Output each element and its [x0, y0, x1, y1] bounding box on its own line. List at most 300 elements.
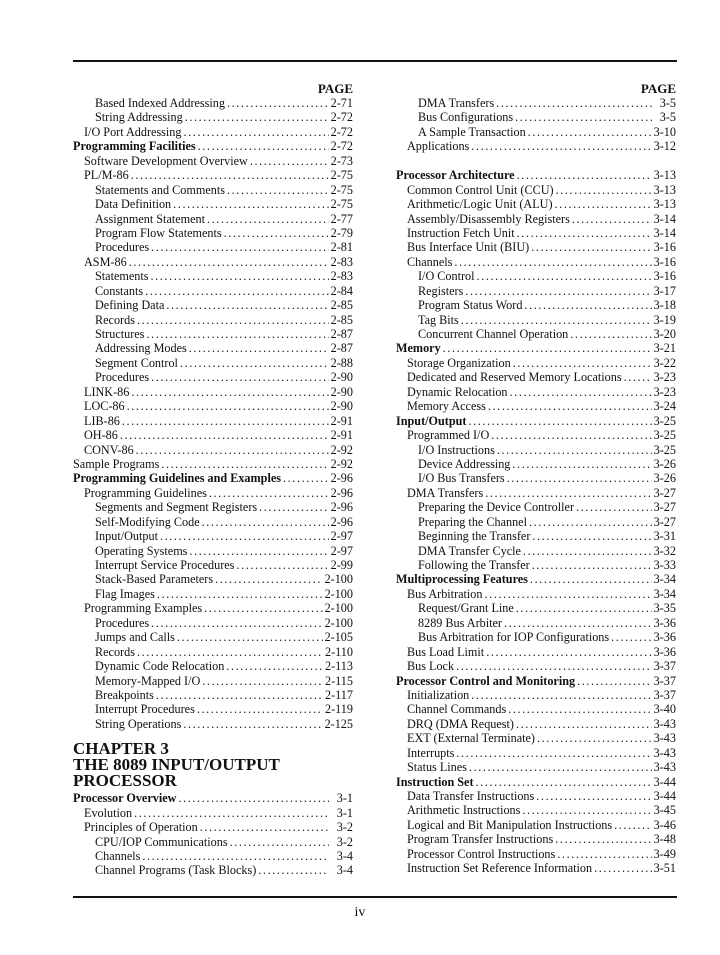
dot-leader	[522, 803, 651, 817]
toc-entry-title: Structures	[95, 327, 145, 341]
toc-entry-page: 3-18	[653, 298, 676, 313]
toc-entry-page: 3-25	[653, 428, 676, 443]
toc-entry-page: 3-13	[653, 168, 676, 183]
toc-entry[interactable]	[73, 370, 353, 384]
toc-entry[interactable]	[396, 674, 676, 688]
toc-entry-title: Records	[95, 644, 135, 659]
dot-leader	[157, 587, 323, 601]
toc-entry[interactable]	[73, 863, 353, 877]
toc-right-column	[396, 82, 676, 876]
toc-entry[interactable]	[396, 789, 676, 803]
toc-entry-title: Beginning the Transfer	[418, 529, 531, 544]
toc-entry-page: 3-14	[653, 211, 676, 226]
toc-entry-page: 3-16	[653, 269, 676, 284]
page-column-header-left: PAGE	[317, 81, 353, 96]
toc-entry[interactable]	[396, 457, 676, 471]
toc-entry[interactable]	[396, 197, 676, 211]
toc-entry-page: 3-32	[653, 543, 676, 558]
toc-entry-title: Request/Grant Line	[418, 601, 514, 616]
toc-entry[interactable]	[396, 515, 676, 529]
dot-leader	[570, 327, 651, 341]
toc-entry-title: Records	[95, 312, 135, 327]
toc-entry[interactable]	[73, 486, 353, 500]
toc-entry-page: 3-24	[653, 399, 676, 414]
toc-entry-title: DMA Transfers	[407, 485, 484, 500]
toc-entry[interactable]	[396, 414, 676, 428]
toc-entry-title: Device Addressing	[418, 456, 511, 471]
toc-entry-page: 2-105	[324, 630, 353, 645]
toc-entry[interactable]	[73, 558, 353, 572]
toc-entry-page: 3-5	[659, 96, 676, 110]
toc-entry-page: 2-113	[325, 659, 353, 674]
toc-entry-title: PL/M-86	[84, 168, 129, 183]
dot-leader	[207, 212, 329, 226]
toc-chapter3-list	[73, 791, 353, 878]
toc-entry-title: Principles of Operation	[84, 820, 198, 835]
toc-entry[interactable]	[73, 240, 353, 254]
toc-entry-title: Assignment Statement	[95, 211, 206, 226]
dot-leader	[129, 255, 329, 269]
toc-entry[interactable]	[73, 428, 353, 442]
toc-entry[interactable]	[73, 327, 353, 341]
toc-entry[interactable]	[396, 818, 676, 832]
toc-entry[interactable]	[73, 820, 353, 834]
toc-entry-title: Sample Programs	[73, 456, 160, 471]
toc-entry[interactable]	[396, 298, 676, 312]
toc-entry[interactable]	[396, 168, 676, 182]
toc-entry[interactable]	[396, 601, 676, 615]
toc-entry[interactable]	[396, 500, 676, 514]
toc-entry-page: 3-14	[653, 225, 676, 240]
dot-leader	[529, 515, 652, 529]
toc-left-list	[73, 96, 353, 731]
toc-right-list	[396, 96, 676, 876]
toc-entry[interactable]	[73, 269, 353, 283]
toc-entry[interactable]	[396, 645, 676, 659]
toc-entry[interactable]	[73, 717, 353, 731]
dot-leader	[486, 645, 651, 659]
toc-entry-page: 2-72	[330, 124, 353, 139]
toc-entry[interactable]	[396, 385, 676, 399]
toc-entry[interactable]	[396, 183, 676, 197]
toc-entry-page: 3-23	[653, 384, 676, 399]
toc-entry[interactable]	[396, 356, 676, 370]
toc-entry[interactable]	[73, 688, 353, 702]
dot-leader	[189, 341, 329, 355]
toc-entry[interactable]	[396, 125, 676, 139]
toc-entry-title: Stack-Based Parameters	[95, 572, 214, 587]
toc-entry[interactable]	[73, 457, 353, 471]
toc-entry-page: 2-96	[330, 485, 353, 500]
toc-entry[interactable]	[396, 269, 676, 283]
toc-entry-page: 3-21	[653, 341, 676, 356]
toc-entry[interactable]	[73, 313, 353, 327]
toc-entry-title: Evolution	[84, 805, 133, 820]
toc-entry-title: Processor Architecture	[396, 168, 515, 183]
toc-entry-page: 3-46	[653, 817, 676, 832]
toc-entry-page: 2-85	[330, 298, 353, 313]
dot-leader	[227, 183, 329, 197]
toc-entry-title: Statements and Comments	[95, 182, 225, 197]
toc-entry-page: 2-97	[330, 529, 353, 544]
toc-entry-title: Bus Configurations	[418, 110, 514, 125]
toc-entry[interactable]	[73, 356, 353, 370]
toc-entry-title: Program Transfer Instructions	[407, 832, 554, 847]
toc-entry-title: DMA Transfers	[418, 96, 495, 110]
toc-entry-page: 3-34	[653, 572, 676, 587]
toc-entry-page: 3-45	[653, 803, 676, 818]
toc-entry[interactable]	[73, 659, 353, 673]
toc-entry[interactable]	[73, 630, 353, 644]
toc-entry[interactable]	[73, 791, 353, 805]
dot-leader	[577, 674, 652, 688]
toc-entry-page: 3-23	[653, 370, 676, 385]
toc-entry-title: Processor Control Instructions	[407, 846, 556, 861]
dot-leader	[185, 110, 329, 124]
dot-leader	[485, 587, 652, 601]
bottom-rule	[73, 896, 677, 898]
toc-entry[interactable]	[73, 544, 353, 558]
toc-entry-title: Programmed I/O	[407, 428, 490, 443]
toc-entry[interactable]	[73, 835, 353, 849]
toc-entry[interactable]	[396, 572, 676, 586]
dot-leader	[198, 139, 329, 153]
toc-entry[interactable]	[73, 341, 353, 355]
toc-entry-page: 2-81	[330, 240, 353, 255]
toc-entry[interactable]	[396, 255, 676, 269]
toc-entry[interactable]	[396, 110, 676, 124]
toc-entry-title: CPU/IOP Communications	[95, 834, 228, 849]
dot-leader	[524, 298, 651, 312]
toc-entry[interactable]	[396, 226, 676, 240]
dot-leader	[209, 486, 329, 500]
dot-leader	[515, 110, 652, 124]
dot-leader	[532, 529, 651, 543]
dot-leader	[517, 226, 652, 240]
toc-entry-page: 2-99	[330, 558, 353, 572]
toc-entry[interactable]	[396, 558, 676, 572]
toc-entry[interactable]	[396, 529, 676, 543]
dot-leader	[469, 760, 652, 774]
toc-entry-page: 3-26	[653, 456, 676, 471]
toc-entry-page: 3-1	[336, 805, 353, 820]
toc-entry-title: Memory-Mapped I/O	[95, 673, 201, 688]
toc-entry-page: 2-71	[330, 96, 353, 110]
toc-entry-title: Processor Overview	[73, 791, 177, 806]
toc-entry[interactable]	[396, 775, 676, 789]
dot-leader	[258, 863, 329, 877]
toc-entry[interactable]	[73, 515, 353, 529]
dot-leader	[496, 96, 652, 110]
toc-entry[interactable]	[73, 125, 353, 139]
toc-entry-title: Program Status Word	[418, 298, 523, 313]
dot-leader	[531, 240, 651, 254]
toc-entry[interactable]	[73, 500, 353, 514]
toc-entry[interactable]	[73, 212, 353, 226]
toc-entry[interactable]	[396, 284, 676, 298]
dot-leader	[555, 832, 651, 846]
dot-leader	[131, 168, 329, 182]
toc-entry[interactable]	[396, 616, 676, 630]
toc-entry[interactable]	[396, 760, 676, 774]
toc-entry[interactable]	[73, 414, 353, 428]
toc-entry[interactable]	[396, 731, 676, 745]
toc-entry[interactable]	[396, 313, 676, 327]
toc-entry-title: CONV-86	[84, 442, 134, 457]
toc-entry-title: Applications	[407, 139, 470, 154]
toc-entry-page: 2-97	[330, 543, 353, 558]
toc-entry[interactable]	[396, 471, 676, 485]
toc-spacer	[396, 154, 676, 168]
toc-entry-title: EXT (External Terminate)	[407, 731, 535, 746]
toc-entry-page: 2-85	[330, 312, 353, 327]
dot-leader	[528, 125, 652, 139]
toc-entry[interactable]	[73, 226, 353, 240]
toc-entry-title: Following the Transfer	[418, 558, 530, 572]
toc-entry-page: 2-90	[330, 384, 353, 399]
toc-entry-page: 3-43	[653, 731, 676, 746]
toc-entry[interactable]	[396, 341, 676, 355]
toc-entry[interactable]	[396, 659, 676, 673]
toc-entry-title: Breakpoints	[95, 687, 154, 702]
toc-entry[interactable]	[396, 746, 676, 760]
toc-entry[interactable]	[396, 212, 676, 226]
toc-entry-title: Processor Control and Monitoring	[396, 673, 576, 688]
toc-entry[interactable]	[396, 630, 676, 644]
toc-entry[interactable]	[73, 471, 353, 485]
toc-entry[interactable]	[73, 529, 353, 543]
toc-entry-page: 2-87	[330, 341, 353, 356]
toc-entry-title: Channels	[95, 849, 141, 863]
toc-entry-title: Software Development Overview	[84, 153, 248, 168]
dot-leader	[517, 168, 652, 182]
toc-entry-title: LINK-86	[84, 384, 130, 399]
toc-entry-page: 3-44	[653, 774, 676, 789]
toc-entry[interactable]	[396, 717, 676, 731]
toc-entry[interactable]	[73, 183, 353, 197]
dot-leader	[134, 806, 329, 820]
toc-entry-title: Procedures	[95, 615, 150, 630]
toc-entry-page: 2-88	[330, 355, 353, 370]
toc-entry[interactable]	[73, 702, 353, 716]
toc-entry[interactable]	[73, 255, 353, 269]
dot-leader	[465, 284, 651, 298]
toc-entry[interactable]	[73, 806, 353, 820]
toc-entry[interactable]	[396, 688, 676, 702]
dot-leader	[516, 601, 652, 615]
dot-leader	[259, 500, 329, 514]
toc-entry[interactable]	[73, 849, 353, 863]
toc-entry-page: 2-125	[324, 716, 353, 731]
dot-leader	[508, 702, 651, 716]
toc-entry-page: 3-27	[653, 500, 676, 515]
toc-entry[interactable]	[73, 645, 353, 659]
toc-entry-title: Multiprocessing Features	[396, 572, 528, 587]
toc-entry-title: Status Lines	[407, 760, 467, 775]
page-column-header-right: PAGE	[640, 81, 676, 96]
toc-entry-page: 3-16	[653, 254, 676, 269]
toc-entry-page: 3-4	[336, 863, 353, 878]
toc-entry-page: 2-117	[325, 687, 353, 702]
toc-entry-title: Assembly/Disassembly Registers	[407, 211, 570, 226]
toc-entry-page: 3-43	[653, 745, 676, 760]
toc-entry-page: 3-19	[653, 312, 676, 327]
dot-leader	[120, 428, 329, 442]
toc-entry-page: 3-36	[653, 615, 676, 630]
dot-leader	[516, 717, 652, 731]
toc-entry[interactable]	[396, 443, 676, 457]
toc-entry-title: Dynamic Relocation	[407, 384, 508, 399]
dot-leader	[611, 630, 652, 644]
toc-entry-title: Self-Modifying Code	[95, 514, 200, 529]
toc-entry[interactable]	[396, 399, 676, 413]
toc-entry[interactable]	[396, 370, 676, 384]
toc-entry-page: 3-34	[653, 586, 676, 601]
toc-entry-title: Initialization	[407, 687, 470, 702]
dot-leader	[146, 327, 328, 341]
toc-entry[interactable]	[73, 298, 353, 312]
toc-entry-page: 3-40	[653, 702, 676, 717]
toc-entry[interactable]	[396, 544, 676, 558]
toc-entry-page: 3-37	[653, 659, 676, 674]
toc-entry-title: Flag Images	[95, 586, 155, 601]
toc-entry-page: 2-92	[330, 456, 353, 471]
toc-entry[interactable]	[396, 803, 676, 817]
toc-entry-title: Data Definition	[95, 197, 172, 212]
toc-entry-page: 3-20	[653, 327, 676, 341]
toc-entry-title: Bus Lock	[407, 659, 455, 674]
toc-entry-page: 3-27	[653, 514, 676, 529]
dot-leader	[137, 313, 329, 327]
dot-leader	[454, 255, 651, 269]
chapter-number: CHAPTER 3	[73, 739, 169, 759]
toc-entry[interactable]	[396, 702, 676, 716]
dot-leader	[189, 544, 328, 558]
toc-entry-page: 3-12	[653, 139, 676, 154]
toc-entry-title: LOC-86	[84, 399, 125, 414]
toc-entry-title: Arithmetic Instructions	[407, 803, 521, 818]
toc-entry-title: Tag Bits	[418, 312, 459, 327]
dot-leader	[512, 457, 651, 471]
toc-entry-page: 3-13	[653, 182, 676, 197]
toc-entry-page: 3-2	[336, 820, 353, 835]
dot-leader	[224, 226, 329, 240]
toc-entry-page: 3-48	[653, 832, 676, 847]
toc-entry-title: Channel Commands	[407, 702, 507, 717]
toc-entry-page: 3-10	[653, 124, 676, 139]
toc-entry-title: Programming Guidelines and Examples	[73, 471, 281, 486]
dot-leader	[161, 457, 328, 471]
toc-entry[interactable]	[396, 847, 676, 861]
toc-entry-page: 2-96	[330, 514, 353, 529]
toc-entry[interactable]	[396, 861, 676, 875]
dot-leader	[507, 471, 652, 485]
toc-entry[interactable]	[396, 240, 676, 254]
dot-leader	[456, 746, 651, 760]
toc-entry[interactable]	[73, 197, 353, 211]
toc-entry[interactable]	[73, 587, 353, 601]
dot-leader	[202, 674, 323, 688]
toc-entry[interactable]	[73, 284, 353, 298]
toc-entry-title: I/O Control	[418, 269, 475, 284]
toc-entry[interactable]	[73, 443, 353, 457]
toc-entry[interactable]	[73, 96, 353, 110]
dot-leader	[166, 298, 328, 312]
toc-entry-title: ASM-86	[84, 254, 127, 269]
toc-entry[interactable]	[396, 428, 676, 442]
toc-entry-title: 8289 Bus Arbiter	[418, 615, 502, 630]
toc-entry[interactable]	[73, 110, 353, 124]
dot-leader	[510, 385, 652, 399]
toc-entry-title: Program Flow Statements	[95, 225, 222, 240]
dot-leader	[151, 616, 322, 630]
toc-entry[interactable]	[396, 327, 676, 341]
top-rule	[73, 60, 677, 62]
dot-leader	[594, 861, 652, 875]
toc-entry-title: Preparing the Device Controller	[418, 500, 575, 515]
toc-entry[interactable]	[73, 399, 353, 413]
toc-entry-page: 3-1	[336, 791, 353, 806]
dot-leader	[556, 183, 652, 197]
dot-leader	[230, 835, 329, 849]
toc-entry-title: Bus Load Limit	[407, 644, 485, 659]
toc-entry-title: Input/Output	[396, 413, 467, 428]
toc-entry-title: Instruction Set Reference Information	[407, 861, 593, 876]
dot-leader	[461, 313, 652, 327]
toc-entry-title: I/O Instructions	[418, 442, 495, 457]
toc-entry[interactable]	[396, 96, 676, 110]
toc-entry[interactable]	[396, 486, 676, 500]
dot-leader	[178, 791, 329, 805]
toc-entry[interactable]	[73, 601, 353, 615]
toc-entry[interactable]	[396, 139, 676, 153]
dot-leader	[471, 139, 651, 153]
toc-entry-page: 2-100	[324, 586, 353, 601]
toc-entry[interactable]	[73, 385, 353, 399]
toc-entry[interactable]	[73, 674, 353, 688]
toc-entry-page: 3-31	[653, 529, 676, 544]
toc-entry[interactable]	[73, 616, 353, 630]
toc-entry-title: Input/Output	[95, 529, 158, 544]
dot-leader	[183, 717, 322, 731]
toc-entry-title: Concurrent Channel Operation	[418, 327, 569, 341]
toc-entry[interactable]	[396, 587, 676, 601]
dot-leader	[136, 443, 329, 457]
toc-entry-page: 3-26	[653, 471, 676, 486]
toc-entry-page: 3-43	[653, 716, 676, 731]
toc-entry[interactable]	[396, 832, 676, 846]
dot-leader	[150, 269, 328, 283]
toc-entry-page: 3-36	[653, 644, 676, 659]
toc-entry-title: Procedures	[95, 370, 150, 385]
dot-leader	[443, 341, 652, 355]
toc-entry-title: Addressing Modes	[95, 341, 187, 356]
toc-entry-page: 2-75	[330, 168, 353, 183]
toc-entry[interactable]	[73, 139, 353, 153]
toc-entry-page: 2-96	[330, 500, 353, 515]
toc-entry-title: Segments and Segment Registers	[95, 500, 258, 515]
toc-entry[interactable]	[73, 572, 353, 586]
toc-entry-title: Data Transfer Instructions	[407, 789, 535, 803]
toc-entry[interactable]	[73, 168, 353, 182]
dot-leader	[137, 645, 323, 659]
dot-leader	[485, 486, 651, 500]
dot-leader	[197, 702, 323, 716]
toc-entry-page: 2-115	[325, 673, 353, 688]
dot-leader	[477, 269, 652, 283]
dot-leader	[614, 818, 652, 832]
toc-entry[interactable]	[73, 154, 353, 168]
